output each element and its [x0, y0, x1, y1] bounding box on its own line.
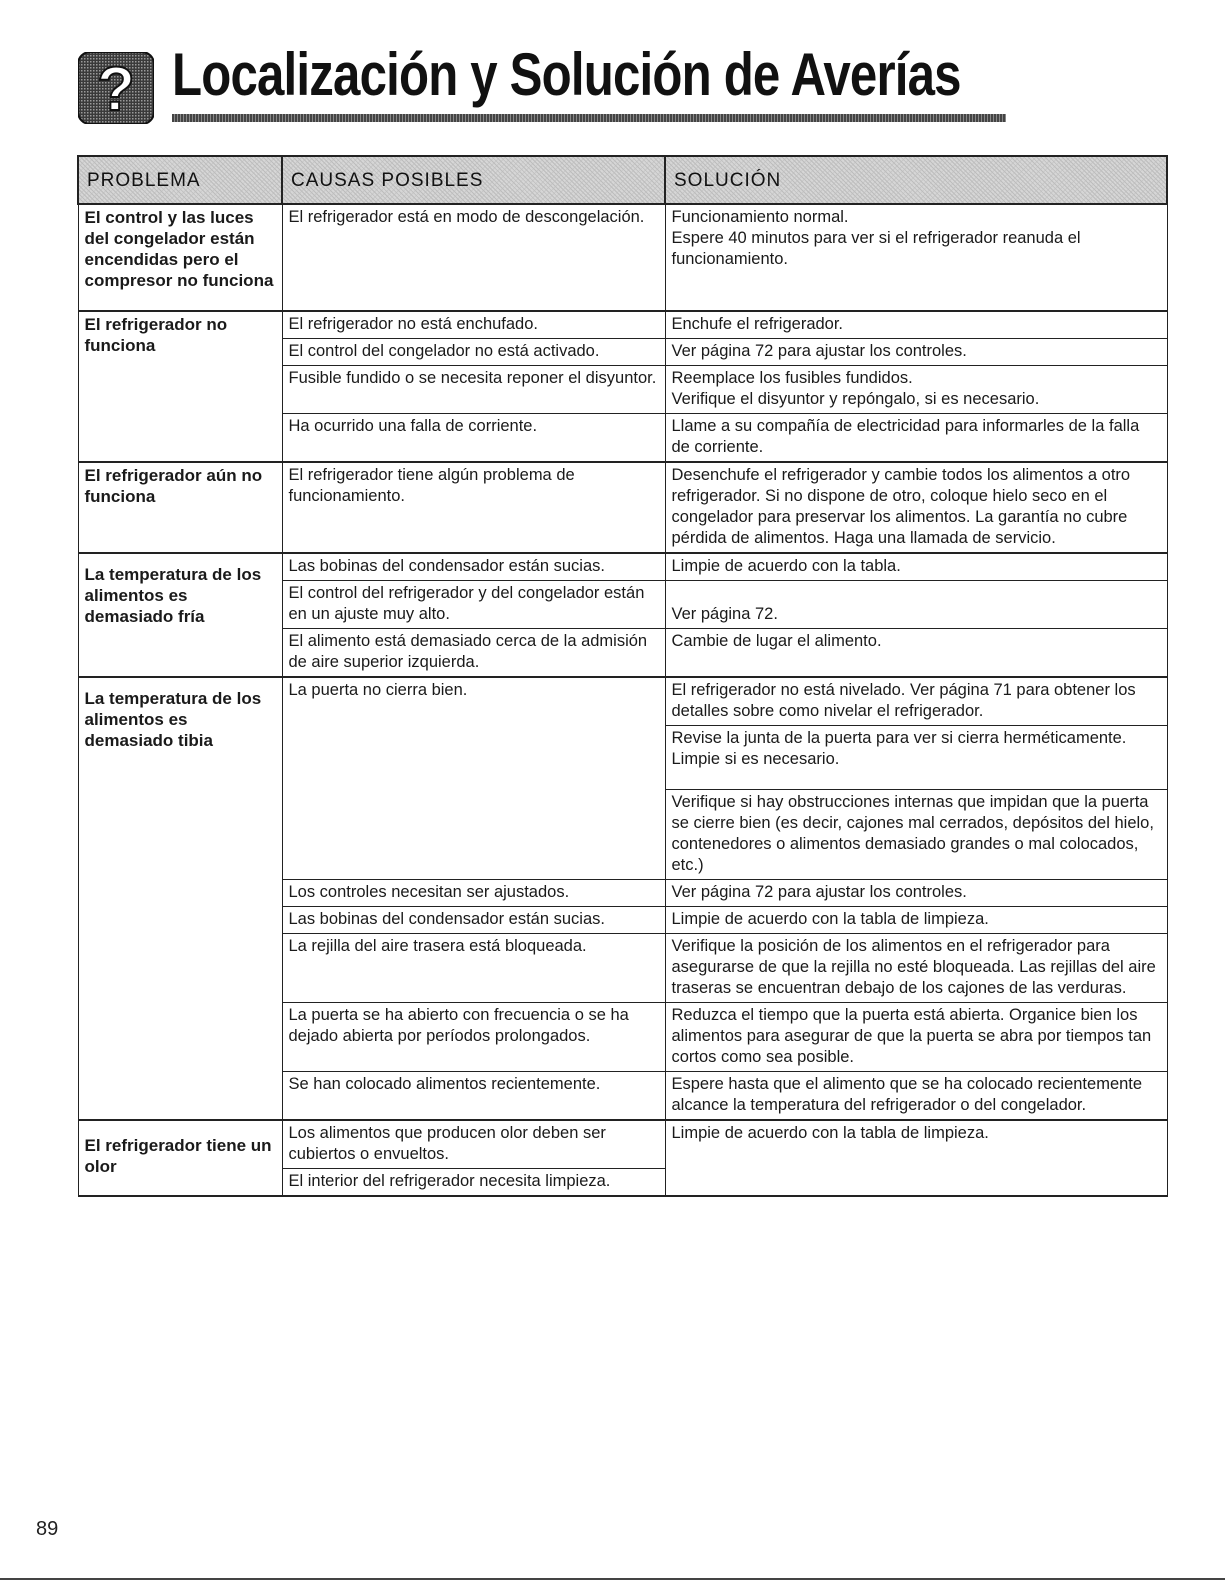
- solution-cell: Ver página 72 para ajustar los controles.: [665, 880, 1167, 907]
- solution-cell: [665, 204, 1167, 311]
- cause-cell: Las bobinas del condensador están sucias.: [282, 907, 665, 934]
- cause-cell: El refrigerador no está enchufado.: [282, 311, 665, 339]
- troubleshooting-table: [77, 155, 1168, 1197]
- problem-cell: La temperatura de los alimentos es demasiado tibia: [78, 677, 282, 1120]
- cause-cell: Fusible fundido o se necesita reponer el disyuntor.: [282, 366, 665, 414]
- solution-cell: Espere hasta que el alimento que se ha colocado recientemente alcance la temperatura del refrigerador o del congelador.: [665, 1072, 1167, 1121]
- column-header-causes: CAUSAS POSIBLES: [282, 156, 665, 204]
- solution-cell: Limpie de acuerdo con la tabla.: [665, 553, 1167, 581]
- cause-cell: El control del refrigerador y del congelador están en un ajuste muy alto.: [282, 581, 665, 629]
- solution-cell: Llame a su compañía de electricidad para informarles de la falla de corriente.: [665, 414, 1167, 463]
- problem-cell: La temperatura de los alimentos es demasiado fría: [78, 553, 282, 677]
- solution-cell: Enchufe el refrigerador.: [665, 311, 1167, 339]
- problem-cell: El refrigerador no funciona: [78, 311, 282, 462]
- cause-cell: El refrigerador está en modo de descongelación.: [282, 204, 665, 311]
- table-row: [78, 1120, 1167, 1169]
- page-header: [78, 40, 961, 130]
- solution-cell: Verifique si hay obstrucciones internas que impidan que la puerta se cierre bien (es decir, cajones mal cerrados, depósitos del hielo, contenedores o alimentos demasiado grandes o mal colocados, etc.): [665, 790, 1167, 880]
- solution-line: Reemplace los fusibles fundidos.: [671, 369, 913, 387]
- cause-cell: El refrigerador tiene algún problema de funcionamiento.: [282, 462, 665, 553]
- cause-cell: La puerta se ha abierto con frecuencia o se ha dejado abierta por períodos prolongados.: [282, 1003, 665, 1072]
- svg-text:?: ?: [97, 55, 135, 124]
- table-row: [78, 204, 1167, 311]
- page-title: Localización y Solución de Averías: [172, 41, 961, 108]
- cause-cell: El interior del refrigerador necesita limpieza.: [282, 1169, 665, 1197]
- page-number: 89: [36, 1518, 59, 1540]
- cause-cell: El alimento está demasiado cerca de la admisión de aire superior izquierda.: [282, 629, 665, 678]
- solution-cell: Revise la junta de la puerta para ver si cierra herméticamente. Limpie si es necesario.: [665, 726, 1167, 790]
- solution-cell: Cambie de lugar el alimento.: [665, 629, 1167, 678]
- solution-cell: Limpie de acuerdo con la tabla de limpieza.: [665, 1120, 1167, 1196]
- table-row: [78, 677, 1167, 726]
- problem-cell: El control y las luces del congelador están encendidas pero el compresor no funciona: [78, 204, 282, 311]
- title-underline: [172, 114, 1006, 122]
- cause-cell: La puerta no cierra bien.: [282, 677, 665, 880]
- cause-cell: Se han colocado alimentos recientemente.: [282, 1072, 665, 1121]
- cause-cell: Ha ocurrido una falla de corriente.: [282, 414, 665, 463]
- solution-cell: El refrigerador no está nivelado. Ver página 71 para obtener los detalles sobre como nivelar el refrigerador.: [665, 677, 1167, 726]
- solution-cell: Ver página 72.: [665, 581, 1167, 629]
- table-row: [78, 553, 1167, 581]
- bottom-divider: [0, 1578, 1225, 1580]
- solution-cell: [665, 366, 1167, 414]
- table-header-row: [78, 156, 1167, 204]
- problem-cell: El refrigerador tiene un olor: [78, 1120, 282, 1196]
- cause-cell: El control del congelador no está activado.: [282, 339, 665, 366]
- cause-cell: Las bobinas del condensador están sucias.: [282, 553, 665, 581]
- column-header-solution: SOLUCIÓN: [665, 156, 1167, 204]
- solution-cell: Limpie de acuerdo con la tabla de limpieza.: [665, 907, 1167, 934]
- cause-cell: La rejilla del aire trasera está bloqueada.: [282, 934, 665, 1003]
- solution-cell: Desenchufe el refrigerador y cambie todos los alimentos a otro refrigerador. Si no dispone de otro, coloque hielo seco en el congelador para preservar los alimentos. La garantía no cubre pérdida de alimentos. Haga una llamada de servicio.: [665, 462, 1167, 553]
- cause-cell: Los alimentos que producen olor deben ser cubiertos o envueltos.: [282, 1120, 665, 1169]
- question-mark-icon: [78, 52, 154, 124]
- solution-cell: Ver página 72 para ajustar los controles.: [665, 339, 1167, 366]
- solution-line: Funcionamiento normal.: [671, 208, 849, 226]
- solution-line: Verifique el disyuntor y repóngalo, si es necesario.: [671, 390, 1040, 408]
- solution-cell: Reduzca el tiempo que la puerta está abierta. Organice bien los alimentos para asegurar de que la puerta se abra por tiempos tan cortos como sea posible.: [665, 1003, 1167, 1072]
- table-row: [78, 462, 1167, 553]
- table-row: [78, 311, 1167, 339]
- solution-cell: Verifique la posición de los alimentos en el refrigerador para asegurarse de que la rejilla no esté bloqueada. Las rejillas del aire traseras se encuentran debajo de los cajones de las verduras.: [665, 934, 1167, 1003]
- problem-cell: El refrigerador aún no funciona: [78, 462, 282, 553]
- cause-cell: Los controles necesitan ser ajustados.: [282, 880, 665, 907]
- column-header-problem: PROBLEMA: [78, 156, 282, 204]
- solution-line: Espere 40 minutos para ver si el refrigerador reanuda el funcionamiento.: [671, 229, 1081, 268]
